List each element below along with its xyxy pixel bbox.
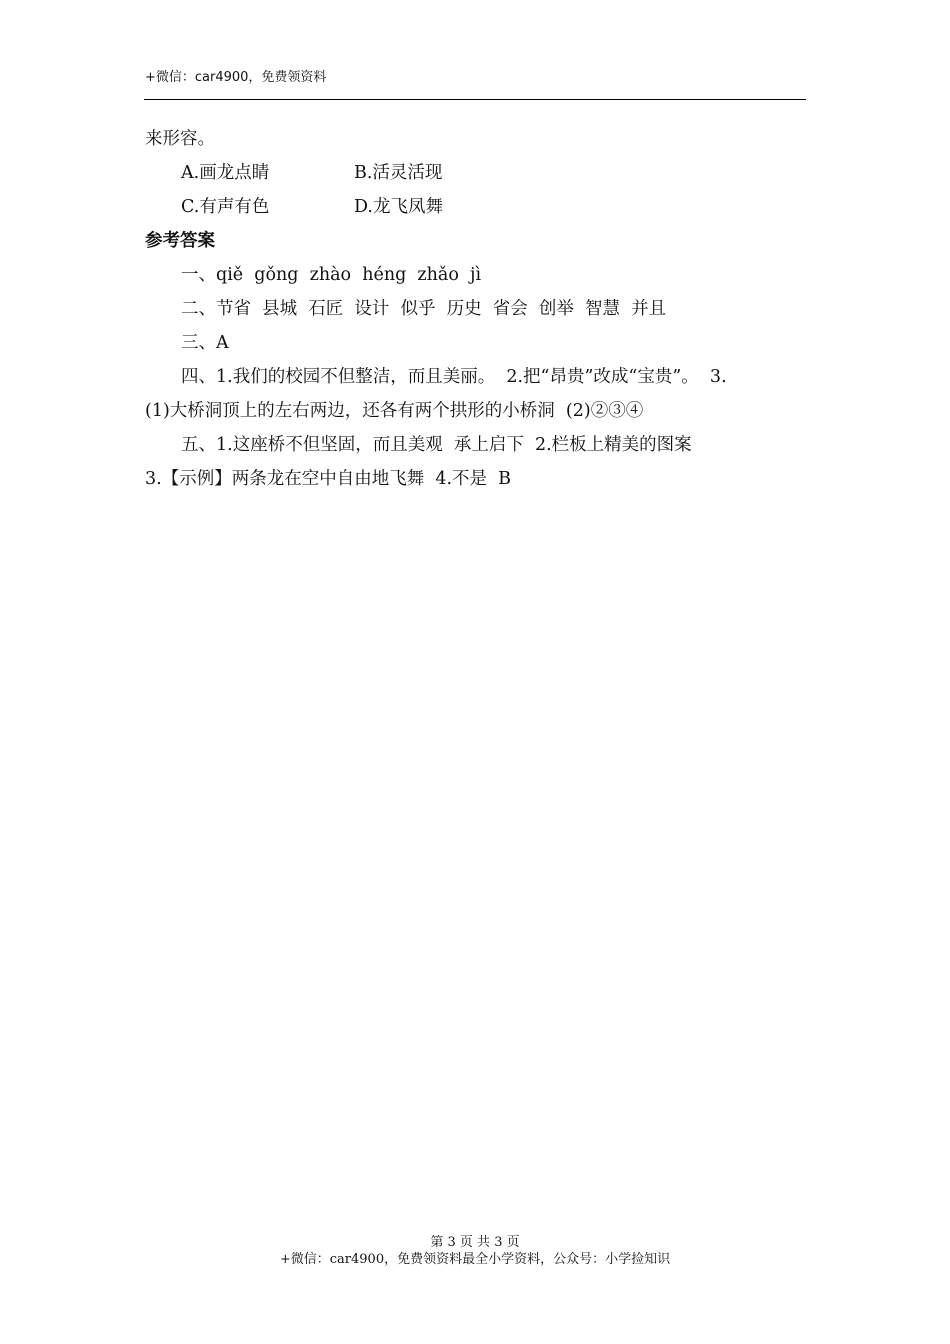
answer-line-7: 3.【示例】两条龙在空中自由地飞舞 4.不是 B [145,469,512,489]
answer-line-5: (1)大桥洞顶上的左右两边，还各有两个拱形的小桥洞 (2)②③④ [145,401,644,421]
header-note: +微信：car4900，免费领资料 [145,70,327,85]
choice-a: A.画龙点睛 [181,163,270,183]
choice-c: C.有声有色 [181,197,270,217]
question-tail: 来形容。 [145,129,215,149]
footer-note: +微信：car4900，免费领资料最全小学资料，公众号：小学捡知识 [279,1252,671,1267]
footer-page-number: 第 3 页 共 3 页 [430,1235,520,1250]
choice-d: D.龙飞凤舞 [354,197,443,217]
choice-row-1 [145,156,810,190]
document-body [145,122,810,496]
answer-line-4: 四、1.我们的校园不但整洁，而且美丽。 2.把“昂贵”改成“宝贵”。 3. [181,367,727,387]
header-divider [144,99,806,100]
answer-line-6: 五、1.这座桥不但坚固，而且美观 承上启下 2.栏板上精美的图案 [181,435,692,455]
choice-b: B.活灵活现 [354,163,443,183]
answer-line-3: 三、A [181,333,229,353]
answer-line-2: 二、节省 县城 石匠 设计 似乎 历史 省会 创举 智慧 并且 [181,299,667,319]
answer-line-1: 一、qiě gǒng zhào héng zhǎo jì [181,265,482,285]
choice-row-2 [145,190,810,224]
answers-heading: 参考答案 [145,231,215,251]
